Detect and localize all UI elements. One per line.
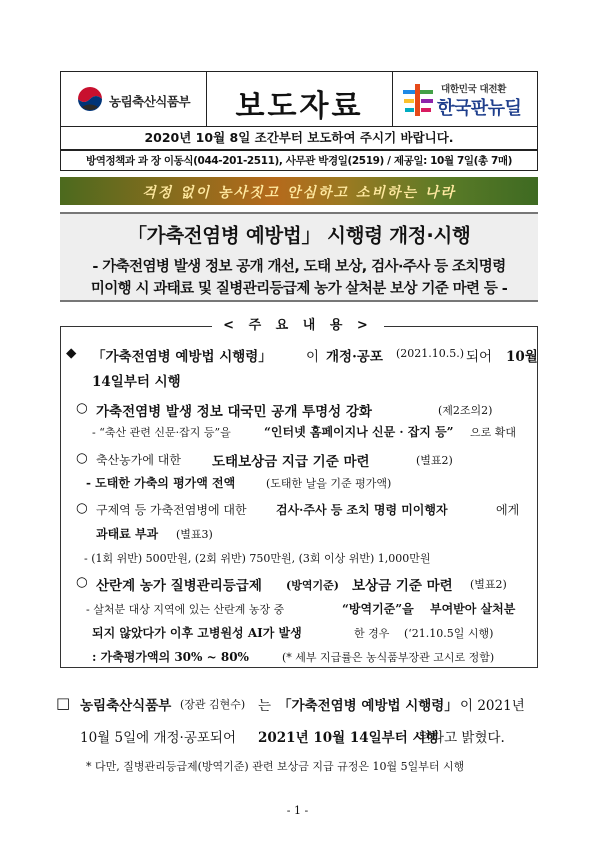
item4-detail-2-date: (‘21.10.5일 시행) [404, 627, 494, 640]
item4-detail-3-note: (* 세부 지급률은 농식품부장관 고시로 정함) [282, 651, 495, 664]
body-law-name: 「가축전염병 예방법 시행령」 [278, 698, 458, 714]
ministry-cell [61, 72, 207, 126]
korea-new-deal-logo-icon [401, 82, 435, 118]
item1-detail: - “축산 관련 신문·잡지 등”을 [92, 426, 231, 439]
item4-reference: (별표2) [470, 578, 507, 591]
body-particle: 는 [258, 698, 272, 714]
item1-detail-end: 으로 확대 [470, 426, 517, 439]
item4-detail-1: - 살처분 대상 지역에 있는 산란계 농장 중 [86, 603, 285, 616]
item3-fine: 과태료 부과 [96, 527, 159, 541]
lead-law-name: 「가축전염병 예방법 시행령」 [92, 349, 272, 365]
lead-month: 10월 [506, 349, 538, 365]
slogan-text: 걱정 없이 농사짓고 안심하고 소비하는 나라 [142, 185, 456, 201]
item3-intro: 구제역 등 가축전염병에 대한 [96, 503, 247, 517]
item1-title: 가축전염병 발생 정보 대국민 공개 투명성 강화 [96, 404, 372, 420]
body-footnote: * 다만, 질병관리등급제(방역기준) 관련 보상금 지급 규정은 10월 5일부터 시행 [86, 760, 465, 773]
lead-effective: 14일부터 시행 [92, 374, 181, 390]
item4-detail-2: 되지 않았다가 이후 고병원성 AI가 발생 [92, 626, 302, 640]
lead-text: 이 [306, 349, 320, 365]
circle-bullet: ○ [76, 400, 88, 416]
body-year: 이 2021년 [460, 698, 525, 714]
press-release-cell [207, 72, 393, 126]
release-subtitle-line1: - 가축전염병 발생 정보 공개 개선, 도태 보상, 검사·주사 등 조치명령 [92, 259, 506, 275]
diamond-bullet: ◆ [66, 345, 77, 361]
item4-detail-3: : 가축평가액의 30% ~ 80% [92, 650, 249, 664]
body-line2-start: 10월 5일에 개정·공포되어 [80, 730, 237, 746]
contact-info: 방역정책과 과 장 이동식(044-201-2511), 사무관 박경일(2519) / 제공일: 10월 7일(총 7매) [60, 150, 538, 171]
ministry-name: 농림축산식품부 [109, 94, 191, 109]
item3-title: 검사·주사 등 조치 명령 미이행자 [276, 503, 448, 517]
release-subtitle-line2: 미이행 시 과태료 및 질병관리등급제 농가 살처분 보상 기준 마련 등 - [90, 281, 508, 297]
item2-intro: 축산농가에 대한 [96, 453, 181, 467]
press-release-title: 보도자료 [235, 89, 364, 124]
item4-detail-1-emphasis: “방역기준”을 [342, 602, 414, 616]
item4-title: 산란계 농가 질병관리등급제 [96, 578, 262, 594]
item4-detail-2-text: 한 경우 [354, 627, 390, 640]
body-line2-end: 된다고 밝혔다. [418, 730, 505, 746]
lead-promulgation: 개정·공포 [326, 349, 383, 365]
korea-new-deal-cell [393, 72, 539, 126]
item2-detail-note: (도태한 날을 기준 평가액) [266, 477, 392, 490]
circle-bullet: ○ [76, 450, 88, 466]
main-contents-label: < 주 요 내 용 > [212, 316, 384, 336]
lead-date: (2021.10.5.) [396, 347, 465, 360]
circle-bullet: ○ [76, 574, 88, 590]
government-emblem-icon [75, 84, 105, 114]
item4-detail-1-end: 부여받아 살처분 [430, 602, 516, 616]
body-effective-date: 2021년 10월 14일부터 시행 [258, 730, 439, 746]
lead-text-2: 되어 [466, 349, 493, 365]
item2-reference: (별표2) [416, 454, 453, 467]
item3-reference: (별표3) [176, 528, 213, 541]
item3-detail: - (1회 위반) 500만원, (2회 위반) 750만원, (3회 이상 위반) 1,000만원 [84, 552, 431, 565]
item4-title-paren: (방역기준) [286, 579, 339, 592]
body-ministry: 농림축산식품부 [80, 698, 172, 714]
embargo-notice: 2020년 10월 8일 조간부터 보도하여 주시기 바랍니다. [60, 127, 538, 150]
korea-new-deal-wordmark: 한국판뉴딜 [437, 98, 522, 119]
korea-new-deal-tagline: 대한민국 대전환 [441, 84, 507, 95]
slogan-banner [60, 177, 538, 205]
page-number: - 1 - [286, 804, 309, 817]
square-bullet: □ [56, 694, 71, 712]
item1-reference: (제2조의2) [438, 404, 493, 417]
release-title: 「가축전염병 예방법」 시행령 개정·시행 [127, 224, 471, 247]
item1-detail-emphasis: “인터넷 홈페이지나 신문 · 잡지 등” [264, 425, 454, 439]
header-table [60, 71, 538, 127]
title-box [60, 212, 538, 302]
item3-intro-end: 에게 [496, 503, 520, 517]
body-minister: (장관 김현수) [180, 698, 246, 711]
item2-title: 도태보상금 지급 기준 마련 [212, 454, 370, 470]
item2-detail: - 도태한 가축의 평가액 전액 [86, 476, 236, 490]
item4-title-end: 보상금 기준 마련 [352, 578, 453, 594]
circle-bullet: ○ [76, 500, 88, 516]
